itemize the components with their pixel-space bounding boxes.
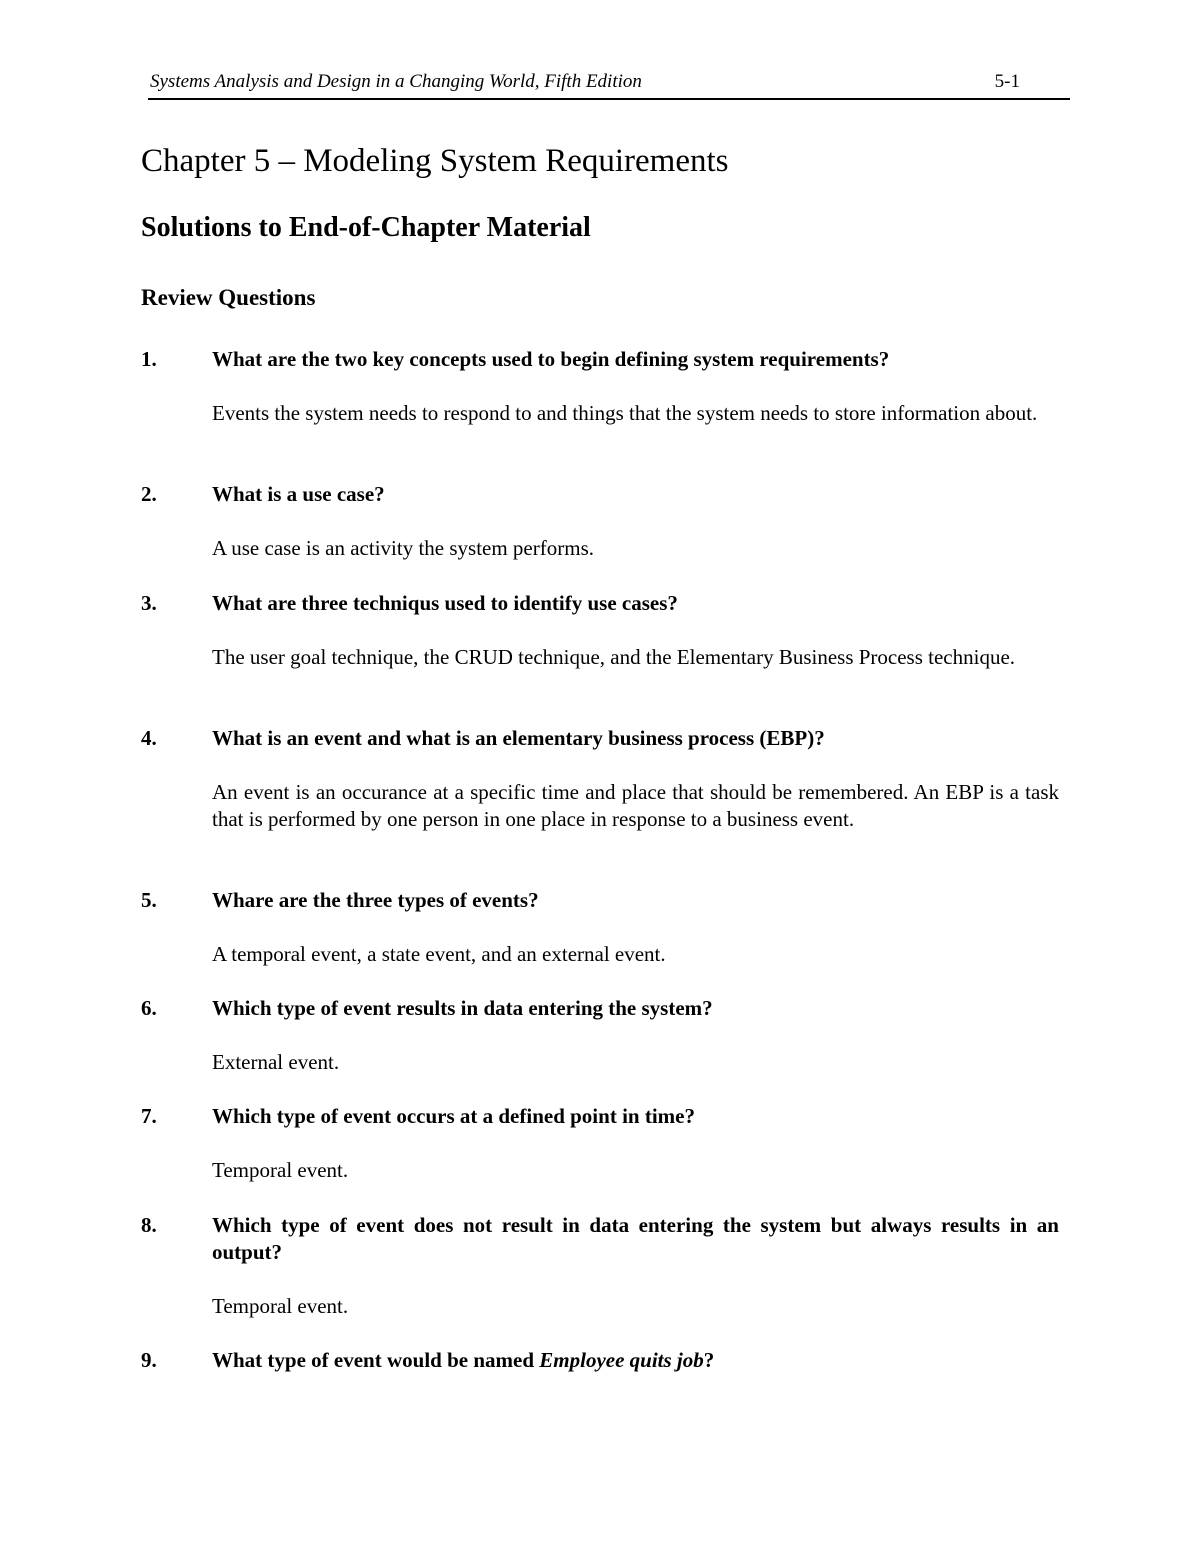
question-number: 6. [141,996,157,1020]
question-number: 9. [141,1348,157,1372]
question-text [212,1347,1059,1374]
question-text-suffix: ? [703,1348,715,1372]
question-text: Whare are the three types of events? [212,888,539,912]
question-text: Which type of event occurs at a defined point in time? [212,1104,695,1128]
book-title: Systems Analysis and Design in a Changing World, Fifth Edition [150,71,642,92]
page-number: 5-1 [994,71,1020,92]
answer-text: A temporal event, a state event, and an external event. [212,942,666,966]
question-text-emphasis: Employee quits job [539,1348,704,1372]
answer-text: Events the system needs to respond to and things that the system needs to store information about. [212,401,1038,425]
question-text: What are the two key concepts used to begin defining system requirements? [212,347,890,371]
answer-text: External event. [212,1050,340,1074]
question-text: What is a use case? [212,482,385,506]
answer-text: An event is an occurance at a specific time and place that should be remembered. An EBP is a task that is performed by one person in one place in response to a business event. [212,780,1059,831]
question-number: 8. [141,1213,157,1237]
question-text: Which type of event results in data entering the system? [212,996,713,1020]
answer-text: The user goal technique, the CRUD technique, and the Elementary Business Process technique. [212,645,1016,669]
question-number: 4. [141,726,157,750]
answer-text: Temporal event. [212,1294,349,1318]
subsection-title: Review Questions [141,285,316,310]
chapter-title: Chapter 5 – Modeling System Requirements [141,143,729,179]
section-title: Solutions to End-of-Chapter Material [141,212,591,243]
question-number: 3. [141,591,157,615]
answer-text: Temporal event. [212,1158,349,1182]
question-number: 5. [141,888,157,912]
question-number: 2. [141,482,157,506]
question-text: Which type of event does not result in data entering the system but always results in an output? [212,1213,1059,1264]
question-text-prefix: What type of event would be named [212,1348,540,1372]
answer-text: A use case is an activity the system performs. [212,536,594,560]
running-header [148,70,1070,100]
question-text: What is an event and what is an elementary business process (EBP)? [212,726,825,750]
question-number: 7. [141,1104,157,1128]
question-text: What are three techniqus used to identify use cases? [212,591,678,615]
question-number: 1. [141,347,157,371]
